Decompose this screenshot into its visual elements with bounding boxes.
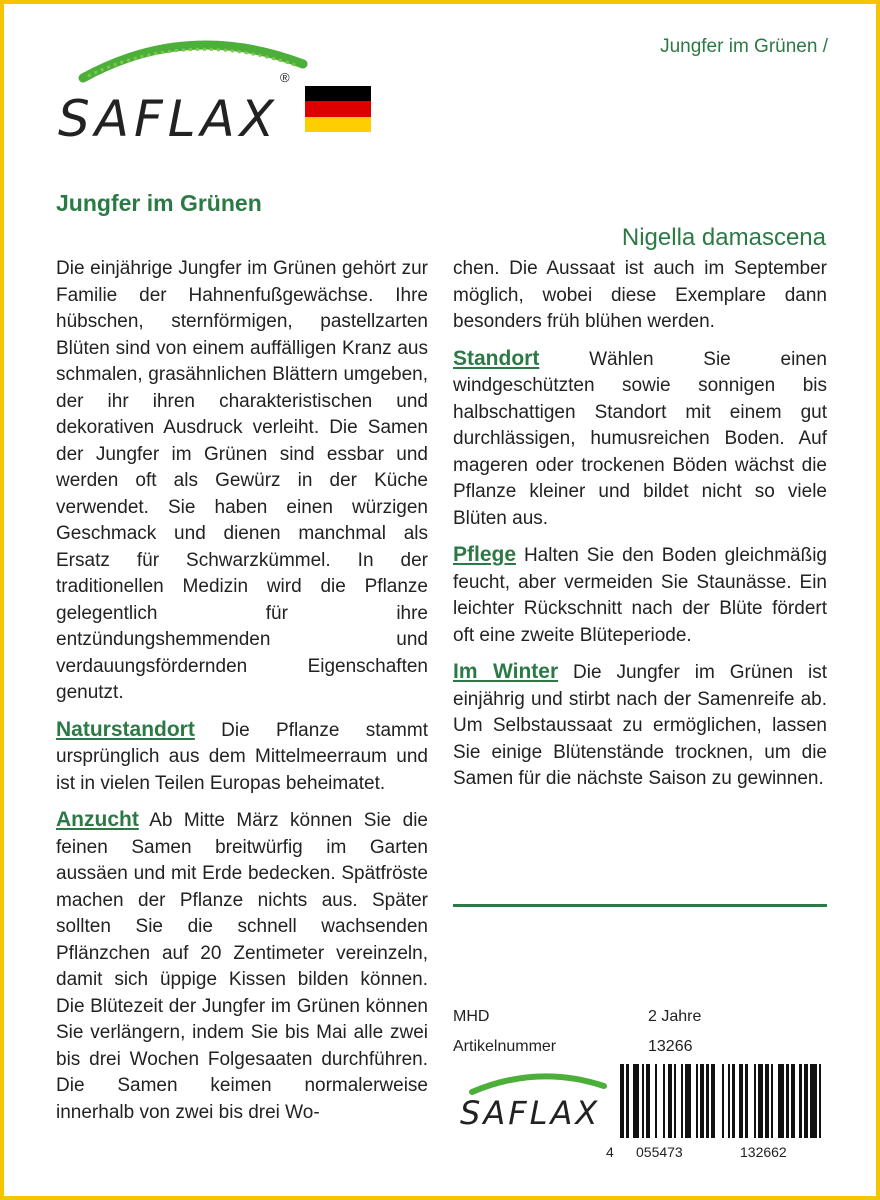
logo-wordmark-small: SAFLAX [460,1094,601,1132]
standort-heading: Standort [453,346,540,370]
barcode-bar [821,1064,825,1138]
anzucht-continued: chen. Die Aussaat ist auch im September möglich, wobei diese Exemplare dann besonders früh blühen werden. [453,258,827,332]
mhd-value: 2 Jahre [648,1008,702,1025]
mhd-label: MHD [453,1008,490,1025]
left-column [56,256,428,1136]
right-column [453,256,827,803]
saflax-logo-small [460,1068,610,1138]
pflege-section [453,542,827,649]
breadcrumb: Jungfer im Grünen / [660,36,828,57]
pflege-heading: Pflege [453,543,517,566]
german-flag-icon [305,86,371,132]
naturstandort-section [56,717,428,798]
naturstandort-text: Die Pflanze stammt ursprünglich aus dem Mittelmeerraum und ist in vielen Teilen Europas beheimatet. [56,719,428,794]
anzucht-section [56,807,428,1126]
naturstandort-heading: Naturstandort [56,717,195,741]
registered-mark: ® [280,70,290,85]
barcode-digits-right: 132662 [740,1144,787,1160]
section-divider [453,904,827,907]
anzucht-text: Ab Mitte März können Sie die feinen Samen breitwürfig im Garten aussäen und mit Erde bedecken. Spätfröste machen der Pflanze nichts aus. Später sollten Sie die schnell wachsenden Pflänzchen auf 20 Zentimeter vereinzeln, damit sich üppige Kissen bilden können. Die Blütezeit der Jungfer im Grünen können Sie verlängern, indem Sie bis Mai alle zwei bis drei Wochen Folgesaaten durchführen. Die Samen keimen normalerweise innerhalb von zwei bis drei Wo- [56,810,428,1123]
barcode-digit-left: 4 [606,1144,614,1160]
page-title: Jungfer im Grünen [56,190,262,216]
anzucht-heading: Anzucht [56,808,139,831]
grass-arc-icon [78,30,308,90]
winter-section [453,659,827,793]
intro-text: Die einjährige Jungfer im Grünen gehört zur Familie der Hahnenfußgewächse. Ihre hübschen, sternförmigen, pastellzarten Blüten sind von einem auffälligen Kranz aus schmalen, grasähnlichen Blättern umgeben, der ihr ihren charakteristischen und dekorativen Ausdruck verleiht. Die Samen der Jungfer im Grünen sind essbar und werden oft als Gewürz in der Küche verwendet. Sie haben einen würzigen Geschmack und dienen manchmal als Ersatz für Schwarzkümmel. In der traditionellen Medizin wird die Pflanze gelegentlich für ihre entzündungshemmenden und verdauungsfördernden Eigenschaften genutzt. [56,258,428,703]
logo-wordmark: SAFLAX [58,90,280,148]
winter-heading: Im Winter [453,660,559,683]
barcode [620,1064,826,1138]
standort-section [453,346,827,533]
winter-text: Die Jungfer im Grünen ist einjährig und stirbt nach der Samenreife ab. Um Selbstaussaat zu ermöglichen, lassen Sie einige Blütenstände trocknen, um die Samen für die nächste Saison zu gewinnen. [453,662,828,789]
artikel-value: 13266 [648,1038,693,1055]
artikel-label: Artikelnummer [453,1038,557,1055]
barcode-digits-mid: 055473 [636,1144,683,1160]
standort-text: Wählen Sie einen windgeschützten sowie sonnigen bis halbschattigen Standort mit einem gut durchlässigen, humusreichen Boden. Auf mageren oder trockenen Böden wächst die Pflanze kleiner und bildet nicht so viele Blüten aus. [453,348,827,529]
botanical-name: Nigella damascena [621,224,826,251]
pflege-text: Halten Sie den Boden gleichmäßig feucht, aber vermeiden Sie Staunässe. Ein leichter Rückschnitt nach der Blüte fördert oft eine zweite Blüteperiode. [453,545,827,646]
